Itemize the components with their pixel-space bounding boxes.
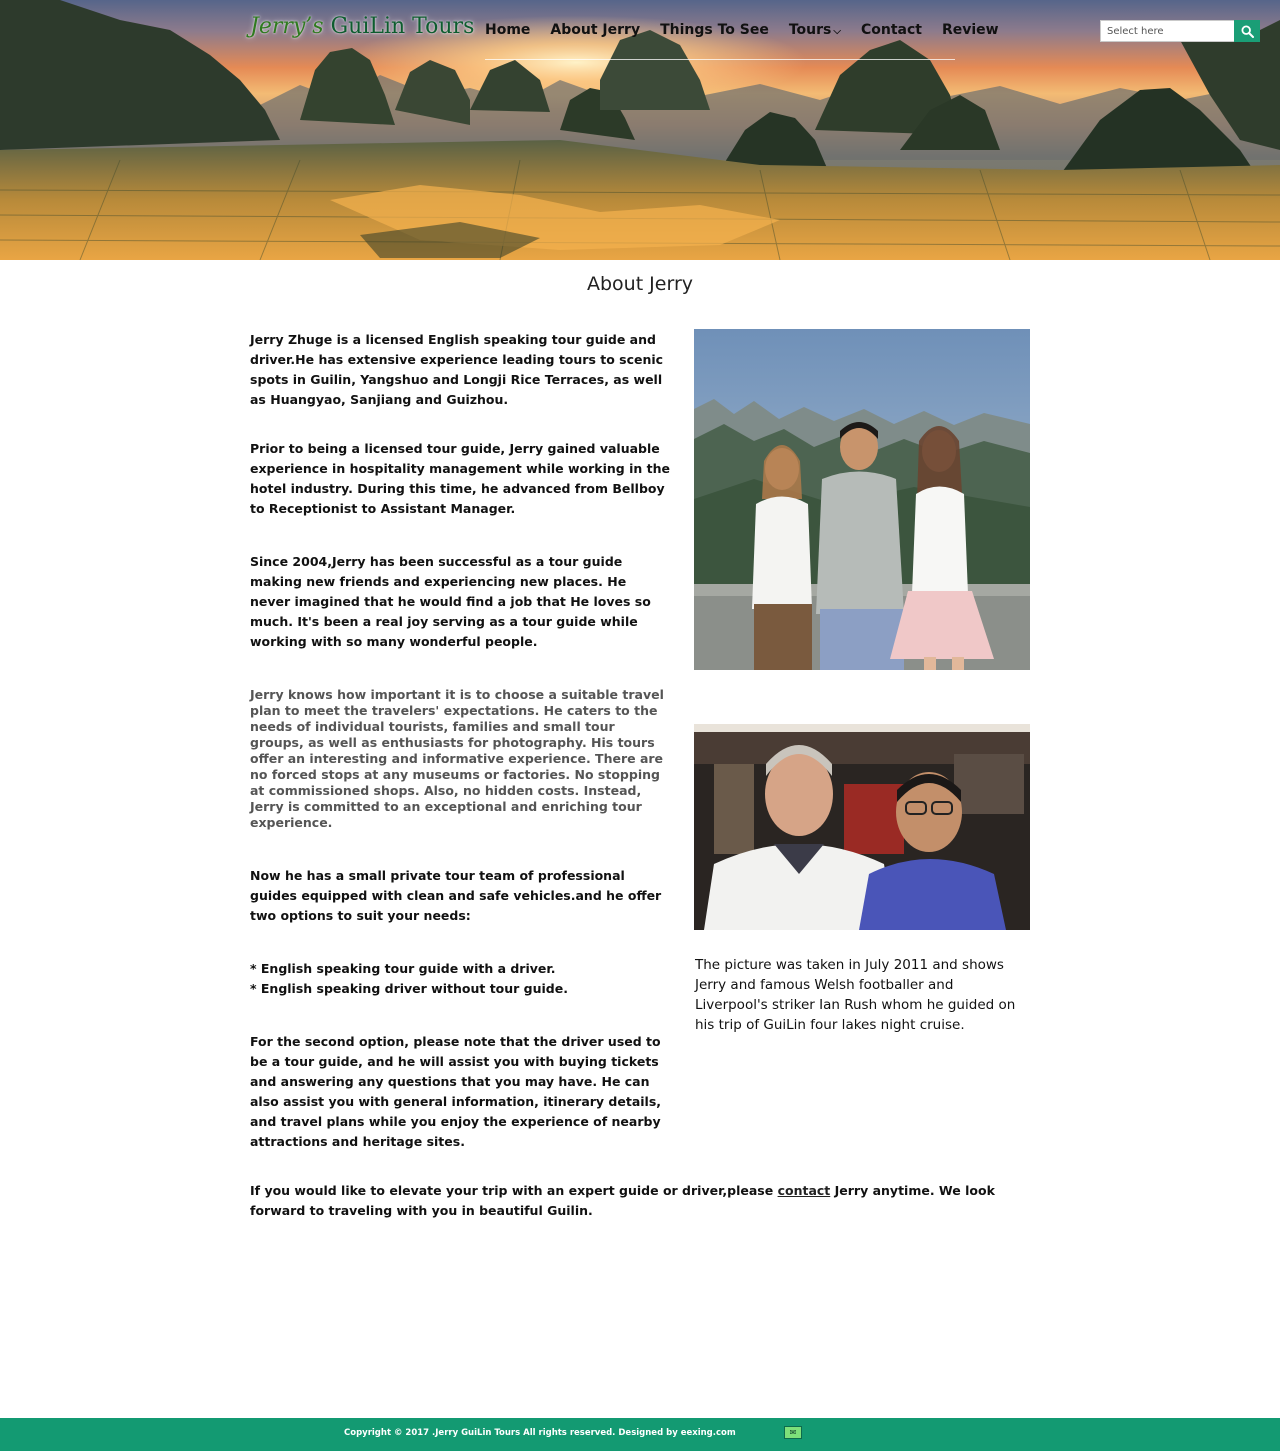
about-text-column	[250, 330, 670, 1152]
jerry-with-travelers-photo	[694, 329, 1030, 670]
nav-tours[interactable]	[779, 18, 851, 42]
footer-copyright: Copyright © 2017 .Jerry GuiLin Tours All rights reserved. Designed by eexing.com	[344, 1428, 736, 1438]
closing-text-before: If you would like to elevate your trip with an expert guide or driver,please	[250, 1183, 778, 1198]
counter-badge-icon[interactable]: ✉	[784, 1426, 802, 1439]
search-box	[1100, 20, 1260, 42]
jerry-with-ian-rush-photo	[694, 724, 1030, 930]
search-icon	[1241, 25, 1254, 38]
logo-name: Jerry’s	[250, 14, 324, 39]
closing-text-after: Jerry anytime. We look forward to traveling with you in beautiful Guilin.	[250, 1183, 995, 1218]
nav-review[interactable]: Review	[941, 22, 999, 38]
option-one: * English speaking tour guide with a driver.	[250, 961, 556, 976]
second-option-paragraph: For the second option, please note that the driver used to be a tour guide, and he will assist you with buying tickets and answering any questions that you may have. He can also assist you with general information, itinerary details, and travel plans while you enjoy the experience of nearby attractions and heritage sites.	[250, 1034, 662, 1149]
nav-tours-label: Tours	[788, 22, 832, 38]
nav-contact[interactable]: Contact	[860, 22, 922, 38]
jerry-with-ian-rush-image	[694, 724, 1030, 930]
site-logo[interactable]	[250, 14, 474, 48]
search-button[interactable]	[1234, 20, 1260, 42]
chevron-down-icon: ⌵	[833, 26, 841, 37]
search-input[interactable]	[1100, 20, 1234, 42]
since-2004-paragraph: Since 2004,Jerry has been successful as a tour guide making new friends and experiencing new places. He never imagined that he would find a job that He loves so much. It's been a real joy serving as a tour guide while working with so many wonderful people.	[250, 554, 651, 649]
logo-title: GuiLin Tours	[323, 14, 475, 39]
team-paragraph: Now he has a small private tour team of professional guides equipped with clean and safe vehicles.and he offer two options to suit your needs:	[250, 868, 662, 923]
main-nav	[475, 18, 1009, 44]
nav-divider	[485, 59, 955, 60]
nav-things-to-see[interactable]: Things To See	[660, 22, 769, 38]
experience-paragraph: Prior to being a licensed tour guide, Jerry gained valuable experience in hospitality management while working in the hotel industry. During this time, he advanced from Bellboy to Receptionist to Assistant Manager.	[250, 441, 670, 516]
closing-paragraph	[250, 1181, 1040, 1221]
footer	[0, 1418, 1280, 1451]
jerry-with-travelers-image	[694, 329, 1030, 670]
hero-banner	[0, 0, 1280, 260]
travel-plan-paragraph: Jerry knows how important it is to choose a suitable travel plan to meet the travelers' expectations. He caters to the needs of individual tourists, families and small tour groups, as well as enthusiasts for photography. His tours offer an interesting and informative experience. There are no forced stops at any museums or factories. No stopping at commissioned shops. Also, no hidden costs. Instead, Jerry is committed to an exceptional and enriching tour experience.	[250, 687, 664, 830]
nav-about-jerry[interactable]: About Jerry	[550, 22, 641, 38]
nav-home[interactable]: Home	[485, 22, 531, 38]
page-title: About Jerry	[586, 273, 694, 295]
option-two: * English speaking driver without tour guide.	[250, 981, 568, 996]
contact-link[interactable]: contact	[777, 1183, 831, 1198]
intro-paragraph: Jerry Zhuge is a licensed English speaking tour guide and driver.He has extensive experience leading tours to scenic spots in Guilin, Yangshuo and Longji Rice Terraces, as well as Huangyao, Sanjiang and Guizhou.	[250, 332, 664, 407]
photo-caption: The picture was taken in July 2011 and shows Jerry and famous Welsh footballer and Liverpool's striker Ian Rush whom he guided on his trip of GuiLin four lakes night cruise.	[695, 957, 1016, 1033]
